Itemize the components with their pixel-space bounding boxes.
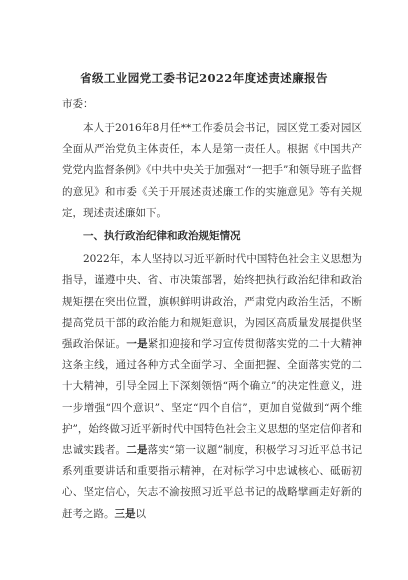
point-label: 二是 (126, 444, 148, 457)
document-body (62, 118, 362, 525)
point-label: 三是 (114, 507, 136, 520)
point-text: 落实“第一议题”制度，积极学习习近平总书记系列重要讲话和重要指示精神，在对标学习中忠诚核心、砥砺初心、坚定信心，矢志不渝按照习近平总书记的战略擘画走好新的赶考之路。 (62, 444, 362, 520)
section-paragraph (62, 249, 362, 525)
point-label: 一是 (126, 338, 148, 351)
paragraph-text: 2022年，本人坚持以习近平新时代中国特色社会主义思想为指导，谨遵中央、省、市决策部署，始终把执行政治纪律和政治规矩摆在突出位置，旗帜鲜明讲政治，严肃党内政治生活，不断提高党员干部的政治能力和规矩意识，为园区高质量发展提供坚强政治保证。 (62, 253, 362, 351)
intro-paragraph: 本人于2016年8月任**工作委员会书记，园区党工委对园区全面从严治党负主体责任，本人是第一责任人。根据《中国共产党党内监督条例》《中共中央关于加强对“一把手”和领导班子监督的意见》和市委《关于开展述责述廉工作的实施意见》等有关规定，现述责述廉如下。 (62, 122, 362, 219)
section-heading: 一、执行政治纪律和政治规矩情况 (83, 230, 241, 243)
point-text: 以 (135, 507, 146, 520)
document-title: 省级工业园党工委书记2022年度述责述廉报告 (80, 71, 328, 85)
salutation: 市委： (62, 98, 94, 110)
point-text: 紧扣迎接和学习宣传贯彻落实党的二十大精神这条主线，通过各种方式全面学习、全面把握、全面落实党的二十大精神，引导全园上下深刻领悟“两个确立”的决定性意义，进一步增强“四个意识”、坚定“四个自信”，更加自觉做到“两个维护”，始终做习近平新时代中国特色社会主义思想的坚定信仰者和忠诚实践者。 (62, 338, 363, 457)
